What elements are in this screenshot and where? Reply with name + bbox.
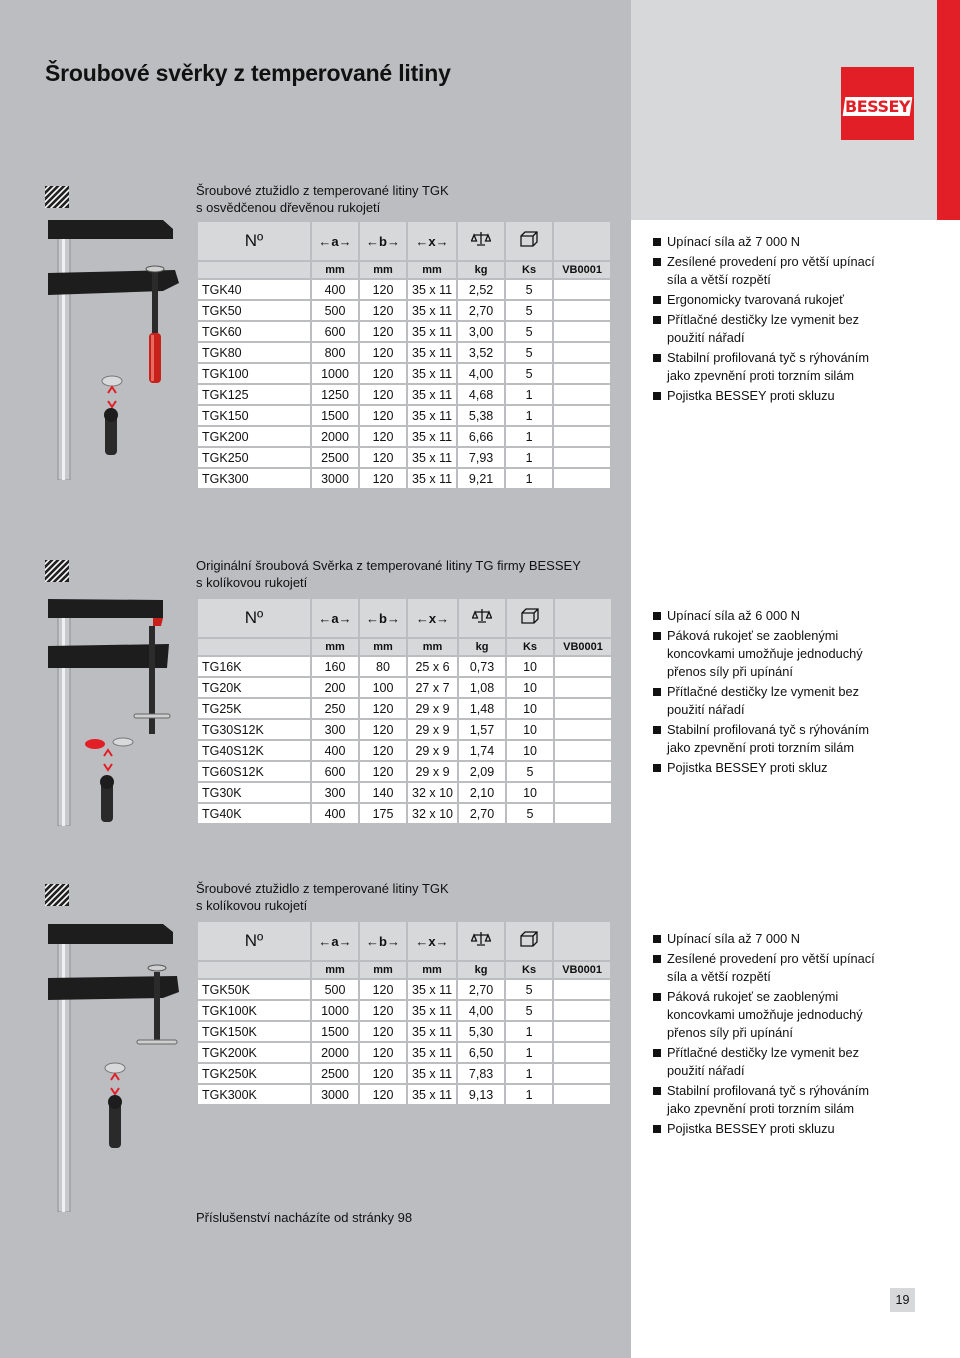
table-cell: 35 x 11 xyxy=(407,342,457,363)
article-number-cell: TGK50 xyxy=(197,300,311,321)
table-cell xyxy=(553,384,611,405)
page-number: 19 xyxy=(890,1288,915,1312)
table-cell: 10 xyxy=(506,782,554,803)
table-cell: 2500 xyxy=(311,447,359,468)
table-row xyxy=(197,1084,611,1105)
table-cell: 3,52 xyxy=(457,342,505,363)
table-cell: 1 xyxy=(505,426,553,447)
table-cell xyxy=(553,342,611,363)
table-cell xyxy=(553,363,611,384)
table-cell xyxy=(554,803,612,824)
brand-red-strip xyxy=(937,0,960,220)
table-row xyxy=(197,803,612,824)
table-cell: 2,52 xyxy=(457,279,505,300)
table-row xyxy=(197,279,611,300)
table-cell: 2500 xyxy=(311,1063,359,1084)
table-cell: 7,93 xyxy=(457,447,505,468)
feature-item: Stabilní profilovaná tyč s rýhováním jako zpevnění proti torzním silám xyxy=(653,721,883,757)
table-row xyxy=(197,698,612,719)
table-cell xyxy=(553,1084,611,1105)
table-cell: 35 x 11 xyxy=(407,426,457,447)
table-cell: 35 x 11 xyxy=(407,1084,457,1105)
table-row xyxy=(197,342,611,363)
table-cell: 120 xyxy=(359,1084,407,1105)
article-number-cell: TGK150K xyxy=(197,1021,311,1042)
section-hatch-icon xyxy=(45,884,69,906)
table-cell: 6,66 xyxy=(457,426,505,447)
table-cell: 120 xyxy=(359,468,407,489)
table-cell: 2,70 xyxy=(458,803,506,824)
table-cell: 1 xyxy=(505,1084,553,1105)
table-cell: 1 xyxy=(505,405,553,426)
article-number-cell: TGK250 xyxy=(197,447,311,468)
logo-text: BESSEY xyxy=(845,97,910,116)
table-cell xyxy=(554,677,612,698)
table-cell: 1 xyxy=(505,1063,553,1084)
article-number-cell: TGK300 xyxy=(197,468,311,489)
feature-item: Pojistka BESSEY proti skluzu xyxy=(653,1120,883,1138)
table-cell: 5 xyxy=(506,761,554,782)
clamp-tgk-wood-handle-image xyxy=(45,215,190,480)
feature-item: Upínací síla až 7 000 N xyxy=(653,930,883,948)
feature-item: Páková rukojeť se zaoblenými koncovkami umožňuje jednoduchý přenos síly při upínání xyxy=(653,627,883,681)
table-cell xyxy=(553,1021,611,1042)
table-row xyxy=(197,447,611,468)
header-nr: Nº xyxy=(197,221,311,261)
clamp-tgk-pin-handle-image xyxy=(45,920,190,1212)
article-number-cell: TGK250K xyxy=(197,1063,311,1084)
table-cell: 6,50 xyxy=(457,1042,505,1063)
spec-table-tg xyxy=(196,597,613,825)
table-cell: 1 xyxy=(505,384,553,405)
article-number-cell: TG40S12K xyxy=(197,740,311,761)
table-cell: 300 xyxy=(311,719,359,740)
table-cell: 5,30 xyxy=(457,1021,505,1042)
scale-icon xyxy=(458,598,506,638)
table-cell xyxy=(553,321,611,342)
table-cell: 32 x 10 xyxy=(407,803,458,824)
table-cell: 2,70 xyxy=(457,979,505,1000)
table-cell: 3,00 xyxy=(457,321,505,342)
feature-list-tg xyxy=(653,607,883,779)
article-number-cell: TGK100K xyxy=(197,1000,311,1021)
table-cell: 120 xyxy=(359,426,407,447)
article-number-cell: TG30K xyxy=(197,782,311,803)
table-header-row xyxy=(197,921,611,961)
table-cell: 1,74 xyxy=(458,740,506,761)
table-cell: 1 xyxy=(505,1042,553,1063)
table-cell: 0,73 xyxy=(458,656,506,677)
table-cell: 2,09 xyxy=(458,761,506,782)
table-row xyxy=(197,761,612,782)
header-b: ←b→ xyxy=(359,921,407,961)
table-cell: 120 xyxy=(359,719,407,740)
table-cell: 35 x 11 xyxy=(407,321,457,342)
table-cell: 400 xyxy=(311,740,359,761)
table-cell: 250 xyxy=(311,698,359,719)
table-cell xyxy=(554,740,612,761)
table-cell: 2,10 xyxy=(458,782,506,803)
table-cell: 4,68 xyxy=(457,384,505,405)
article-number-cell: TGK100 xyxy=(197,363,311,384)
article-number-cell: TGK200K xyxy=(197,1042,311,1063)
table-cell: 120 xyxy=(359,1042,407,1063)
table-cell: 2,70 xyxy=(457,300,505,321)
table-cell: 35 x 11 xyxy=(407,1000,457,1021)
table-cell: 600 xyxy=(311,761,359,782)
table-cell: 4,00 xyxy=(457,363,505,384)
article-number-cell: TG20K xyxy=(197,677,311,698)
table-row xyxy=(197,468,611,489)
spec-table-tgk xyxy=(196,220,612,490)
article-number-cell: TGK60 xyxy=(197,321,311,342)
table-header-row xyxy=(197,598,612,638)
table-cell: 600 xyxy=(311,321,359,342)
table-cell: 400 xyxy=(311,279,359,300)
table-cell: 120 xyxy=(359,405,407,426)
table-cell: 35 x 11 xyxy=(407,363,457,384)
table-cell: 160 xyxy=(311,656,359,677)
clamp-tg-pin-handle-image xyxy=(45,596,190,826)
article-number-cell: TG25K xyxy=(197,698,311,719)
table-cell: 120 xyxy=(359,321,407,342)
table-cell: 5 xyxy=(505,1000,553,1021)
table-cell xyxy=(554,782,612,803)
table-cell: 5,38 xyxy=(457,405,505,426)
table-cell: 5 xyxy=(505,321,553,342)
page-title: Šroubové svěrky z temperované litiny xyxy=(45,60,451,86)
table-cell: 120 xyxy=(359,342,407,363)
table-cell: 120 xyxy=(359,1021,407,1042)
table-cell: 120 xyxy=(359,1063,407,1084)
table-cell: 120 xyxy=(359,447,407,468)
table-cell: 120 xyxy=(359,279,407,300)
table-cell: 27 x 7 xyxy=(407,677,458,698)
table-row xyxy=(197,363,611,384)
table-cell: 35 x 11 xyxy=(407,384,457,405)
section-1-title: Šroubové ztužidlo z temperované litiny TGK s osvědčenou dřevěnou rukojetí xyxy=(196,183,449,215)
feature-item: Přítlačné destičky lze vymenit bez použití nářadí xyxy=(653,311,883,347)
article-number-cell: TGK50K xyxy=(197,979,311,1000)
table-cell xyxy=(553,1000,611,1021)
table-cell: 32 x 10 xyxy=(407,782,458,803)
article-number-cell: TGK200 xyxy=(197,426,311,447)
scale-icon xyxy=(457,921,505,961)
table-cell: 35 x 11 xyxy=(407,1063,457,1084)
header-x: ←x→ xyxy=(407,221,457,261)
table-cell: 1000 xyxy=(311,363,359,384)
table-cell xyxy=(554,698,612,719)
section-hatch-icon xyxy=(45,560,69,582)
header-nr: Nº xyxy=(197,598,311,638)
table-cell: 1 xyxy=(505,447,553,468)
feature-item: Upínací síla až 6 000 N xyxy=(653,607,883,625)
scale-icon xyxy=(457,221,505,261)
header-a: ←a→ xyxy=(311,921,359,961)
header-a: ←a→ xyxy=(311,598,359,638)
table-cell: 5 xyxy=(505,279,553,300)
table-cell xyxy=(553,468,611,489)
article-number-cell: TG40K xyxy=(197,803,311,824)
table-row xyxy=(197,384,611,405)
table-cell: 3000 xyxy=(311,468,359,489)
table-row xyxy=(197,979,611,1000)
article-number-cell: TGK80 xyxy=(197,342,311,363)
table-cell: 3000 xyxy=(311,1084,359,1105)
table-row xyxy=(197,1000,611,1021)
header-x: ←x→ xyxy=(407,921,457,961)
table-cell: 80 xyxy=(359,656,407,677)
table-row xyxy=(197,1042,611,1063)
section-hatch-icon xyxy=(45,186,69,208)
feature-item: Přítlačné destičky lze vymenit bez použití nářadí xyxy=(653,683,883,719)
header-a: ←a→ xyxy=(311,221,359,261)
table-cell: 2000 xyxy=(311,426,359,447)
bessey-logo xyxy=(841,67,914,140)
table-cell: 10 xyxy=(506,740,554,761)
table-cell: 400 xyxy=(311,803,359,824)
article-number-cell: TGK150 xyxy=(197,405,311,426)
header-nr: Nº xyxy=(197,921,311,961)
table-cell: 2000 xyxy=(311,1042,359,1063)
table-cell: 120 xyxy=(359,761,407,782)
table-cell: 200 xyxy=(311,677,359,698)
article-number-cell: TGK40 xyxy=(197,279,311,300)
table-cell: 25 x 6 xyxy=(407,656,458,677)
table-cell: 10 xyxy=(506,719,554,740)
table-cell: 35 x 11 xyxy=(407,279,457,300)
table-cell xyxy=(553,1063,611,1084)
section-2-title: Originální šroubová Svěrka z temperované litiny TG firmy BESSEY s kolíkovou rukojetí xyxy=(196,558,581,590)
table-cell: 10 xyxy=(506,656,554,677)
table-row xyxy=(197,405,611,426)
feature-list-tgk-pin xyxy=(653,930,883,1140)
table-cell: 100 xyxy=(359,677,407,698)
table-cell: 120 xyxy=(359,740,407,761)
table-cell: 29 x 9 xyxy=(407,761,458,782)
table-cell: 5 xyxy=(505,300,553,321)
table-cell: 120 xyxy=(359,300,407,321)
feature-list-tgk xyxy=(653,233,883,407)
table-cell xyxy=(553,1042,611,1063)
article-number-cell: TGK300K xyxy=(197,1084,311,1105)
table-cell: 800 xyxy=(311,342,359,363)
table-cell: 1,48 xyxy=(458,698,506,719)
table-cell: 35 x 11 xyxy=(407,468,457,489)
table-cell xyxy=(553,300,611,321)
table-cell: 120 xyxy=(359,698,407,719)
table-cell: 1500 xyxy=(311,1021,359,1042)
table-row xyxy=(197,1063,611,1084)
table-cell: 10 xyxy=(506,677,554,698)
table-row xyxy=(197,782,612,803)
table-row xyxy=(197,321,611,342)
table-cell: 29 x 9 xyxy=(407,740,458,761)
units-row: mm mm mm kg Ks VB0001 xyxy=(197,261,611,279)
article-number-cell: TGK125 xyxy=(197,384,311,405)
table-cell: 1250 xyxy=(311,384,359,405)
table-header-row xyxy=(197,221,611,261)
table-cell xyxy=(554,761,612,782)
feature-item: Upínací síla až 7 000 N xyxy=(653,233,883,251)
table-cell: 35 x 11 xyxy=(407,1021,457,1042)
units-row: mm mm mm kg Ks VB0001 xyxy=(197,638,612,656)
table-cell: 35 x 11 xyxy=(407,1042,457,1063)
feature-item: Stabilní profilovaná tyč s rýhováním jako zpevnění proti torzním silám xyxy=(653,1082,883,1118)
table-cell xyxy=(554,719,612,740)
feature-item: Přítlačné destičky lze vymenit bez použití nářadí xyxy=(653,1044,883,1080)
table-cell: 9,13 xyxy=(457,1084,505,1105)
table-cell: 120 xyxy=(359,979,407,1000)
table-cell xyxy=(553,979,611,1000)
box-icon xyxy=(505,921,553,961)
accessory-note: Příslušenství nacházíte od stránky 98 xyxy=(196,1210,413,1225)
article-number-cell: TG60S12K xyxy=(197,761,311,782)
table-cell xyxy=(553,279,611,300)
table-cell: 120 xyxy=(359,384,407,405)
table-cell: 140 xyxy=(359,782,407,803)
section-3-title: Šroubové ztužidlo z temperované litiny TGK s kolíkovou rukojetí xyxy=(196,881,449,913)
table-cell: 175 xyxy=(359,803,407,824)
table-row xyxy=(197,719,612,740)
units-row: mm mm mm kg Ks VB0001 xyxy=(197,961,611,979)
feature-item: Ergonomicky tvarovaná rukojeť xyxy=(653,291,883,309)
table-cell: 120 xyxy=(359,1000,407,1021)
table-cell xyxy=(554,656,612,677)
table-cell: 300 xyxy=(311,782,359,803)
header-b: ←b→ xyxy=(359,598,407,638)
table-cell: 1,57 xyxy=(458,719,506,740)
feature-item: Zesílené provedení pro větší upínací síla a větší rozpětí xyxy=(653,950,883,986)
table-cell: 120 xyxy=(359,363,407,384)
feature-item: Páková rukojeť se zaoblenými koncovkami umožňuje jednoduchý přenos síly při upínání xyxy=(653,988,883,1042)
table-cell: 7,83 xyxy=(457,1063,505,1084)
table-row xyxy=(197,656,612,677)
feature-item: Pojistka BESSEY proti skluz xyxy=(653,759,883,777)
table-cell: 1 xyxy=(505,1021,553,1042)
table-cell: 1,08 xyxy=(458,677,506,698)
feature-item: Stabilní profilovaná tyč s rýhováním jako zpevnění proti torzním silám xyxy=(653,349,883,385)
table-cell: 5 xyxy=(505,979,553,1000)
header-b: ←b→ xyxy=(359,221,407,261)
table-row xyxy=(197,1021,611,1042)
table-cell xyxy=(553,447,611,468)
header-x: ←x→ xyxy=(407,598,458,638)
table-row xyxy=(197,300,611,321)
table-cell: 35 x 11 xyxy=(407,447,457,468)
table-cell: 1000 xyxy=(311,1000,359,1021)
table-row xyxy=(197,740,612,761)
table-cell xyxy=(553,405,611,426)
table-cell: 5 xyxy=(505,363,553,384)
box-icon xyxy=(506,598,554,638)
feature-item: Zesílené provedení pro větší upínací síla a větší rozpětí xyxy=(653,253,883,289)
table-cell: 5 xyxy=(506,803,554,824)
table-cell: 9,21 xyxy=(457,468,505,489)
table-row xyxy=(197,426,611,447)
table-cell: 5 xyxy=(505,342,553,363)
table-cell: 1500 xyxy=(311,405,359,426)
spec-table-tgk-pin xyxy=(196,920,612,1106)
table-cell: 1 xyxy=(505,468,553,489)
feature-item: Pojistka BESSEY proti skluzu xyxy=(653,387,883,405)
article-number-cell: TG16K xyxy=(197,656,311,677)
article-number-cell: TG30S12K xyxy=(197,719,311,740)
table-row xyxy=(197,677,612,698)
table-cell: 29 x 9 xyxy=(407,698,458,719)
table-cell: 10 xyxy=(506,698,554,719)
table-cell: 29 x 9 xyxy=(407,719,458,740)
table-cell: 35 x 11 xyxy=(407,405,457,426)
table-cell: 500 xyxy=(311,979,359,1000)
table-cell xyxy=(553,426,611,447)
table-cell: 500 xyxy=(311,300,359,321)
table-cell: 35 x 11 xyxy=(407,300,457,321)
box-icon xyxy=(505,221,553,261)
table-cell: 35 x 11 xyxy=(407,979,457,1000)
table-cell: 4,00 xyxy=(457,1000,505,1021)
